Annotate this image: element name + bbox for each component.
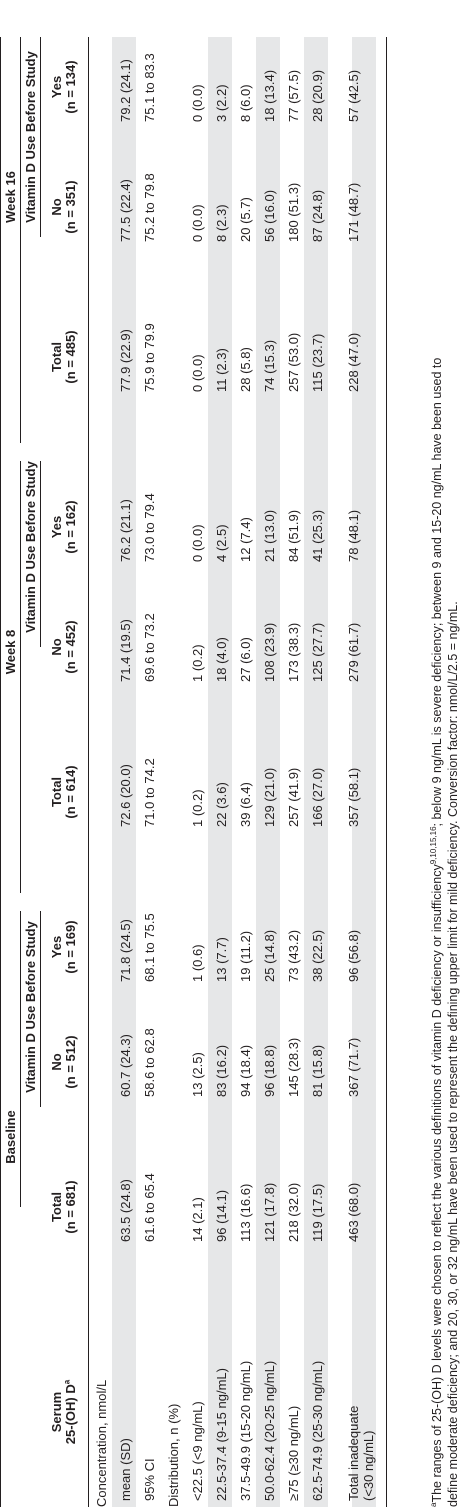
col-header-line1: No bbox=[49, 638, 64, 656]
section-concentration: Concentration, nmol/L bbox=[94, 1379, 109, 1507]
table-cell: 27 (6.0) bbox=[238, 637, 253, 682]
col-header-line1: No bbox=[49, 198, 64, 216]
col-header-line2: (n = 512) bbox=[63, 1035, 78, 1089]
col-header bbox=[50, 47, 78, 127]
col-header-line2: (n = 351) bbox=[63, 180, 78, 234]
table-cell: 77.9 (22.9) bbox=[118, 329, 133, 392]
table-cell: 96 (56.8) bbox=[346, 929, 361, 982]
table-cell: 12 (7.4) bbox=[238, 517, 253, 562]
week16-sub-rule bbox=[40, 37, 41, 237]
week8-sub-rule bbox=[40, 461, 41, 647]
table-cell: 77.5 (22.4) bbox=[118, 179, 133, 242]
table-cell: 0 (0.0) bbox=[190, 204, 205, 242]
row-label-ge-75: ≥75 (≥30 ng/mL) bbox=[286, 1405, 301, 1501]
header-week-8: Week 8 bbox=[3, 629, 18, 675]
section-distribution: Distribution, n (%) bbox=[166, 1403, 181, 1507]
table-cell: 19 (11.2) bbox=[238, 930, 253, 982]
col-header-line1: Yes bbox=[49, 75, 64, 99]
table-top-rule bbox=[0, 37, 1, 1507]
table-cell: 218 (32.0) bbox=[286, 1182, 301, 1242]
header-bottom-rule bbox=[88, 37, 89, 1507]
table-cell: 63.5 (24.8) bbox=[118, 1179, 133, 1242]
table-cell: 0 (0.0) bbox=[190, 524, 205, 562]
table-cell: 75.9 to 79.9 bbox=[142, 323, 157, 392]
table-cell: 4 (2.5) bbox=[214, 524, 229, 562]
row-label-95-ci: 95% CI bbox=[142, 1458, 157, 1501]
col-header-line1: Total bbox=[49, 1191, 64, 1223]
footnote-line1 bbox=[429, 7, 445, 1507]
subheader-week8-vitd: Vitamin D Use Before Study bbox=[23, 461, 38, 633]
header-week-16: Week 16 bbox=[3, 171, 18, 223]
table-cell: 77 (57.5) bbox=[286, 69, 301, 122]
subheader-baseline-vitd: Vitamin D Use Before Study bbox=[23, 921, 38, 1093]
table-cell: 84 (51.9) bbox=[286, 509, 301, 562]
header-baseline: Baseline bbox=[3, 1110, 18, 1164]
footnote bbox=[429, 7, 461, 1507]
table-cell: 28 (5.8) bbox=[238, 347, 253, 392]
table-cell: 25 (14.8) bbox=[262, 929, 277, 982]
table-cell: 38 (22.5) bbox=[310, 929, 325, 982]
table-cell: 78 (48.1) bbox=[346, 509, 361, 562]
table-cell: 228 (47.0) bbox=[346, 332, 361, 392]
col-header bbox=[50, 1167, 78, 1247]
row-label-62-5-74-9: 62.5-74.9 (25-30 ng/mL) bbox=[310, 1360, 325, 1501]
week-8-rule bbox=[20, 461, 21, 893]
table-cell: 69.6 to 73.2 bbox=[142, 613, 157, 682]
table-cell: 367 (71.7) bbox=[346, 1037, 361, 1097]
header-serum-text: 25-(OH) D bbox=[63, 1384, 78, 1445]
footnote-mark: a bbox=[428, 1502, 438, 1507]
table-cell: 58.6 to 62.8 bbox=[142, 1028, 157, 1097]
subheader-week16-vitd: Vitamin D Use Before Study bbox=[23, 51, 38, 223]
row-label-37-5-49-9: 37.5-49.9 (15-20 ng/mL) bbox=[238, 1360, 253, 1501]
col-header-line1: No bbox=[49, 1053, 64, 1071]
table-cell: 13 (2.5) bbox=[190, 1052, 205, 1097]
header-serum-line2 bbox=[64, 1357, 78, 1467]
header-serum-sup: a bbox=[62, 1379, 72, 1385]
table-cell: 74 (15.3) bbox=[262, 339, 277, 392]
col-header-line1: Yes bbox=[49, 935, 64, 959]
col-header bbox=[50, 752, 78, 832]
table-cell: 22 (3.6) bbox=[214, 782, 229, 827]
footnote-text-1: The ranges of 25-(OH) D levels were chosen to reflect the various definitions of vitamin D deficiency or insufficiency bbox=[430, 864, 444, 1503]
col-header-line2: (n = 485) bbox=[63, 330, 78, 384]
table-cell: 72.6 (20.0) bbox=[118, 764, 133, 827]
table-cell: 73 (43.2) bbox=[286, 929, 301, 982]
table-cell: 119 (17.5) bbox=[310, 1183, 325, 1242]
table-cell: 125 (27.7) bbox=[310, 622, 325, 682]
table-bottom-rule bbox=[386, 37, 387, 1507]
table-cell: 173 (38.3) bbox=[286, 622, 301, 682]
table-cell: 21 (13.0) bbox=[262, 509, 277, 562]
col-header-line2: (n = 614) bbox=[63, 765, 78, 819]
col-header-line1: Yes bbox=[49, 515, 64, 539]
col-header bbox=[50, 607, 78, 687]
col-header-line2: (n = 169) bbox=[63, 920, 78, 974]
table-cell: 57 (42.5) bbox=[346, 69, 361, 122]
col-header bbox=[50, 1022, 78, 1102]
table-cell: 257 (41.9) bbox=[286, 767, 301, 827]
row-label-22-5-37-4: 22.5-37.4 (9-15 ng/mL) bbox=[214, 1368, 229, 1501]
table-cell: 357 (58.1) bbox=[346, 767, 361, 827]
table-cell: 171 (48.7) bbox=[346, 182, 361, 242]
table-cell: 75.1 to 83.3 bbox=[142, 53, 157, 122]
col-header-line1: Total bbox=[49, 341, 64, 373]
col-header-line2: (n = 452) bbox=[63, 620, 78, 674]
col-header-line2: (n = 162) bbox=[63, 500, 78, 554]
table-cell: 463 (68.0) bbox=[346, 1182, 361, 1242]
table-cell: 18 (13.4) bbox=[262, 69, 277, 122]
table-cell: 108 (23.9) bbox=[262, 622, 277, 682]
table-cell: 76.2 (21.1) bbox=[118, 499, 133, 562]
row-band bbox=[208, 37, 232, 1507]
row-label-total-inadequate-line1: Total inadequate bbox=[346, 1405, 361, 1501]
table-cell: 94 (18.4) bbox=[238, 1044, 253, 1097]
col-header-line2: (n = 134) bbox=[63, 60, 78, 114]
week-16-rule bbox=[20, 37, 21, 443]
table-cell: 87 (24.8) bbox=[310, 189, 325, 242]
table-cell: 115 (23.7) bbox=[310, 333, 325, 392]
table-cell: 41 (25.3) bbox=[310, 509, 325, 562]
table-cell: 1 (0.6) bbox=[190, 944, 205, 982]
row-label-total-inadequate bbox=[346, 1406, 376, 1501]
table-cell: 1 (0.2) bbox=[190, 644, 205, 682]
table-cell: 129 (21.0) bbox=[262, 767, 277, 827]
table-cell: 121 (17.8) bbox=[262, 1182, 277, 1242]
col-header-line2: (n = 681) bbox=[63, 1180, 78, 1234]
row-label-total-inadequate-line2: (<30 ng/mL) bbox=[361, 1430, 376, 1501]
header-serum-line1: Serum bbox=[49, 1391, 64, 1433]
table-cell: 60.7 (24.3) bbox=[118, 1034, 133, 1097]
table-cell: 8 (2.3) bbox=[214, 204, 229, 242]
baseline-sub-rule bbox=[40, 911, 41, 1107]
table-cell: 279 (61.7) bbox=[346, 622, 361, 682]
table-cell: 81 (15.8) bbox=[310, 1044, 325, 1097]
table-cell: 1 (0.2) bbox=[190, 789, 205, 827]
table-cell: 79.2 (24.1) bbox=[118, 59, 133, 122]
baseline-rule bbox=[20, 911, 21, 1207]
header-serum bbox=[50, 1357, 78, 1467]
table-cell: 145 (28.3) bbox=[286, 1037, 301, 1097]
table-cell: 0 (0.0) bbox=[190, 84, 205, 122]
table-cell: 56 (16.0) bbox=[262, 189, 277, 242]
table-cell: 68.1 to 75.5 bbox=[142, 913, 157, 982]
col-header bbox=[50, 167, 78, 247]
table-cell: 166 (27.0) bbox=[310, 767, 325, 827]
table-cell: 180 (51.3) bbox=[286, 182, 301, 242]
table-cell: 83 (16.2) bbox=[214, 1044, 229, 1097]
col-header-line1: Total bbox=[49, 776, 64, 808]
table-cell: 18 (4.0) bbox=[214, 637, 229, 682]
table-cell: 73.0 to 79.4 bbox=[142, 493, 157, 562]
table-cell: 0 (0.0) bbox=[190, 354, 205, 392]
table-cell: 96 (14.1) bbox=[214, 1189, 229, 1242]
footnote-line2: define moderate deficiency; and 20, 30, or 32 ng/mL have been used to represent the defining upper limit for mild deficiency. Conversion factor: nmol/L/2.5 = ng/mL. bbox=[446, 601, 460, 1507]
table-cell: 113 (16.6) bbox=[238, 1183, 253, 1242]
table-cell: 75.2 to 79.8 bbox=[142, 173, 157, 242]
footnote-text-1b: ; below 9 ng/mL is severe deficiency; between 9 and 15-20 ng/mL have been used to bbox=[430, 357, 444, 827]
table-cell: 71.0 to 74.2 bbox=[142, 758, 157, 827]
table-cell: 96 (18.8) bbox=[262, 1044, 277, 1097]
table-cell: 39 (6.4) bbox=[238, 782, 253, 827]
table-cell: 8 (6.0) bbox=[238, 84, 253, 122]
table-cell: 28 (20.9) bbox=[310, 69, 325, 122]
table-cell: 257 (53.0) bbox=[286, 332, 301, 392]
table-cell: 71.8 (24.5) bbox=[118, 919, 133, 982]
col-header bbox=[50, 487, 78, 567]
row-label-mean-sd: mean (SD) bbox=[118, 1438, 133, 1501]
table-cell: 11 (2.3) bbox=[214, 348, 229, 392]
table-cell: 61.6 to 65.4 bbox=[142, 1173, 157, 1242]
table-cell: 71.4 (19.5) bbox=[118, 619, 133, 682]
row-label-50-0-62-4: 50.0-62.4 (20-25 ng/mL) bbox=[262, 1360, 277, 1501]
table-cell: 13 (7.7) bbox=[214, 937, 229, 982]
table-cell: 20 (5.7) bbox=[238, 197, 253, 242]
row-label-lt-22-5: <22.5 (<9 ng/mL) bbox=[190, 1401, 205, 1501]
footnote-refs: 9,10,15,16 bbox=[428, 826, 438, 865]
table-cell: 14 (2.1) bbox=[190, 1197, 205, 1242]
col-header bbox=[50, 907, 78, 987]
table-cell: 3 (2.2) bbox=[214, 84, 229, 122]
col-header bbox=[50, 317, 78, 397]
